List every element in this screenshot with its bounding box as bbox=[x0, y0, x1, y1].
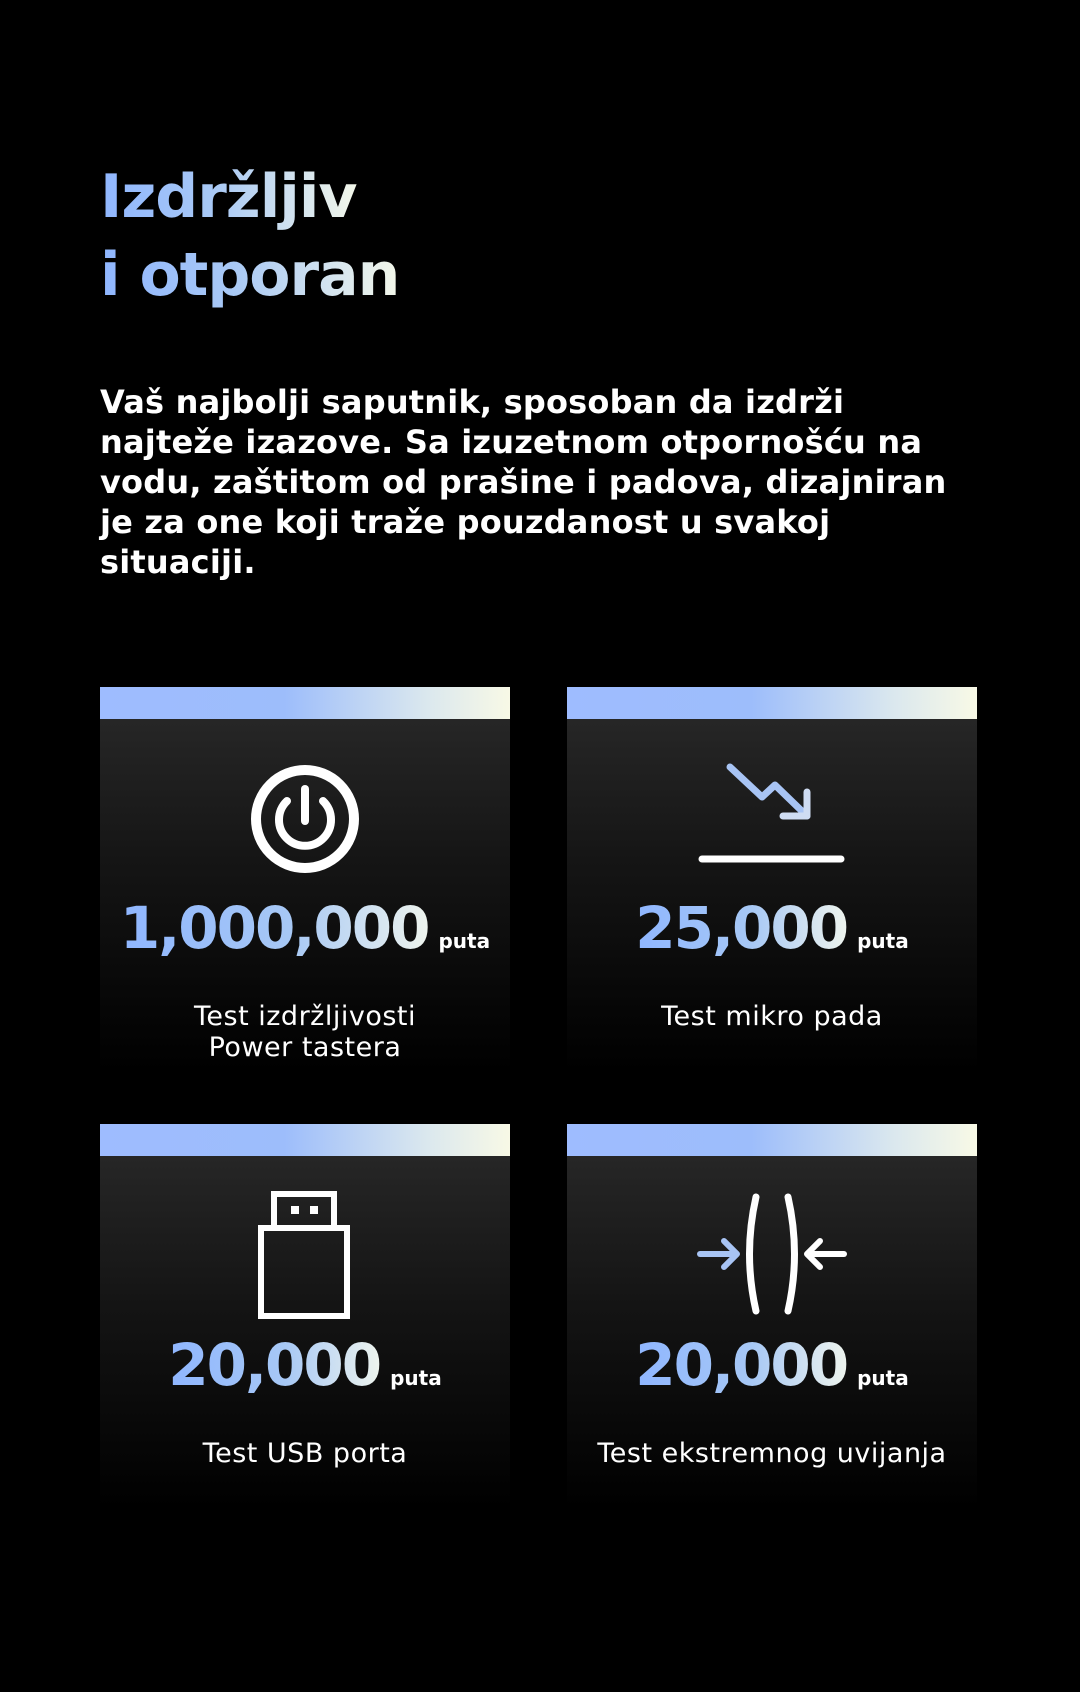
page-title bbox=[100, 158, 399, 314]
stat-label bbox=[567, 1438, 977, 1469]
stat-value: 1,000,000 bbox=[119, 894, 429, 962]
stat-unit: puta bbox=[390, 1366, 442, 1390]
card-gradient-bar bbox=[100, 687, 510, 719]
card-gradient-bar bbox=[567, 1124, 977, 1156]
card-gradient-bar bbox=[100, 1124, 510, 1156]
stat-value-row bbox=[567, 1331, 977, 1399]
stat-card-power-button bbox=[100, 687, 510, 1072]
stat-value-row bbox=[100, 894, 510, 962]
stat-label-line-1: Test USB porta bbox=[202, 1438, 408, 1469]
stat-value: 20,000 bbox=[168, 1331, 381, 1399]
stat-value: 25,000 bbox=[635, 894, 848, 962]
stat-label-line-1: Test izdržljivosti bbox=[194, 1001, 416, 1032]
stat-label-line-2: Power tastera bbox=[208, 1032, 402, 1063]
stat-label-line-1: Test mikro pada bbox=[661, 1001, 883, 1032]
title-line-1: Izdržljiv bbox=[100, 158, 357, 236]
stat-label bbox=[100, 1001, 510, 1063]
stat-card-usb-port bbox=[100, 1124, 510, 1509]
twist-compress-icon bbox=[567, 1194, 977, 1314]
card-gradient-bar bbox=[567, 687, 977, 719]
power-button-icon bbox=[100, 759, 510, 879]
stat-label-line-1: Test ekstremnog uvijanja bbox=[597, 1438, 947, 1469]
stat-card-extreme-twist bbox=[567, 1124, 977, 1509]
stat-card-micro-drop bbox=[567, 687, 977, 1072]
stat-unit: puta bbox=[857, 929, 909, 953]
title-line-2: i otporan bbox=[100, 236, 399, 314]
usb-connector-icon bbox=[100, 1190, 510, 1320]
stat-unit: puta bbox=[857, 1366, 909, 1390]
stat-value: 20,000 bbox=[635, 1331, 848, 1399]
stat-label bbox=[100, 1438, 510, 1469]
stat-label bbox=[567, 1001, 977, 1032]
drop-arrow-icon bbox=[567, 759, 977, 879]
stat-unit: puta bbox=[438, 929, 491, 953]
stat-value-row bbox=[567, 894, 977, 962]
intro-text: Vaš najbolji saputnik, sposoban da izdrži najteže izazove. Sa izuzetnom otpornošću na vodu, zaštitom od prašine i padova, dizajniran je za one koji traže pouzdanost u svakoj situaciji. bbox=[100, 383, 947, 581]
stat-value-row bbox=[100, 1331, 510, 1399]
